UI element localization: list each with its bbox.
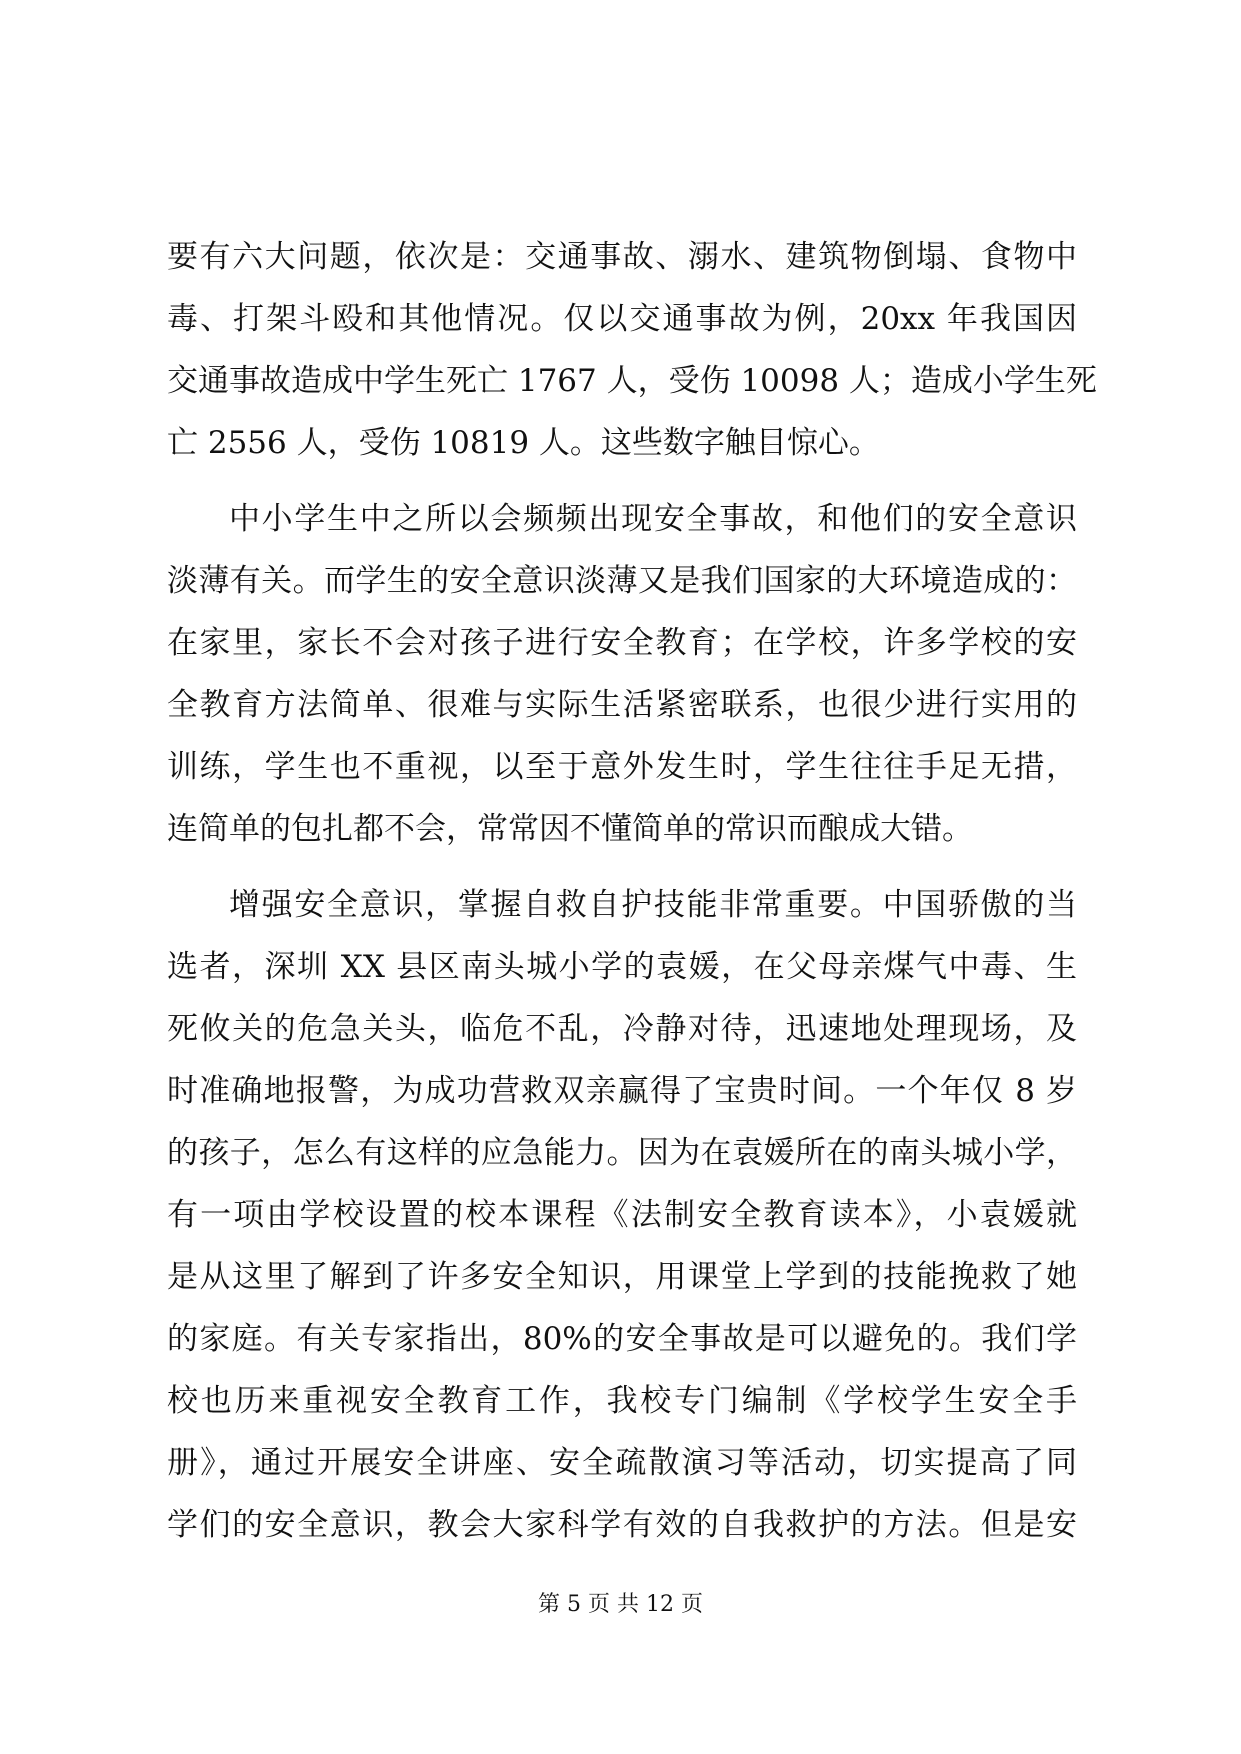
text-line: 的家庭。有关专家指出，80%的安全事故是可以避免的。我们学 [167, 1321, 1077, 1357]
page-number: 第 5 页 共 12 页 [538, 1592, 703, 1617]
text-line: 增强安全意识，掌握自救自护技能非常重要。中国骄傲的当 [229, 887, 1077, 923]
text-line: 毒、打架斗殴和其他情况。仅以交通事故为例，20xx 年我国因 [167, 301, 1077, 337]
text-line: 校也历来重视安全教育工作，我校专门编制《学校学生安全手 [167, 1383, 1077, 1419]
text-line: 学们的安全意识，教会大家科学有效的自我救护的方法。但是安 [167, 1507, 1077, 1543]
text-line: 交通事故造成中学生死亡 1767 人，受伤 10098 人；造成小学生死 [167, 363, 1097, 399]
paragraph-1 [167, 226, 1097, 474]
paragraph-gap [167, 860, 1077, 874]
text-line: 中小学生中之所以会频频出现安全事故，和他们的安全意识 [229, 501, 1077, 537]
text-line: 册》，通过开展安全讲座、安全疏散演习等活动，切实提高了同 [167, 1445, 1077, 1481]
text-line: 要有六大问题，依次是：交通事故、溺水、建筑物倒塌、食物中 [167, 239, 1077, 275]
text-line: 是从这里了解到了许多安全知识，用课堂上学到的技能挽救了她 [167, 1259, 1077, 1295]
text-line: 的孩子，怎么有这样的应急能力。因为在袁媛所在的南头城小学， [167, 1135, 1077, 1171]
text-line: 死攸关的危急关头，临危不乱，冷静对待，迅速地处理现场，及 [167, 1011, 1077, 1047]
page-footer [0, 1590, 1241, 1620]
paragraph-3 [167, 874, 1077, 1556]
text-line: 亡 2556 人，受伤 10819 人。这些数字触目惊心。 [167, 425, 880, 461]
paragraph-gap [167, 474, 1077, 488]
text-line: 时准确地报警，为成功营救双亲赢得了宝贵时间。一个年仅 8 岁 [167, 1073, 1077, 1109]
body-text [167, 226, 1097, 1556]
text-line: 淡薄有关。而学生的安全意识淡薄又是我们国家的大环境造成的： [167, 563, 1077, 599]
text-line: 训练，学生也不重视，以至于意外发生时，学生往往手足无措， [167, 749, 1077, 785]
paragraph-2 [167, 488, 1077, 860]
text-line: 全教育方法简单、很难与实际生活紧密联系，也很少进行实用的 [167, 687, 1077, 723]
text-line: 选者，深圳 XX 县区南头城小学的袁媛，在父母亲煤气中毒、生 [167, 949, 1077, 985]
text-line: 有一项由学校设置的校本课程《法制安全教育读本》，小袁媛就 [167, 1197, 1077, 1233]
text-line: 连简单的包扎都不会，常常因不懂简单的常识而酿成大错。 [167, 811, 973, 847]
text-line: 在家里，家长不会对孩子进行安全教育；在学校，许多学校的安 [167, 625, 1077, 661]
